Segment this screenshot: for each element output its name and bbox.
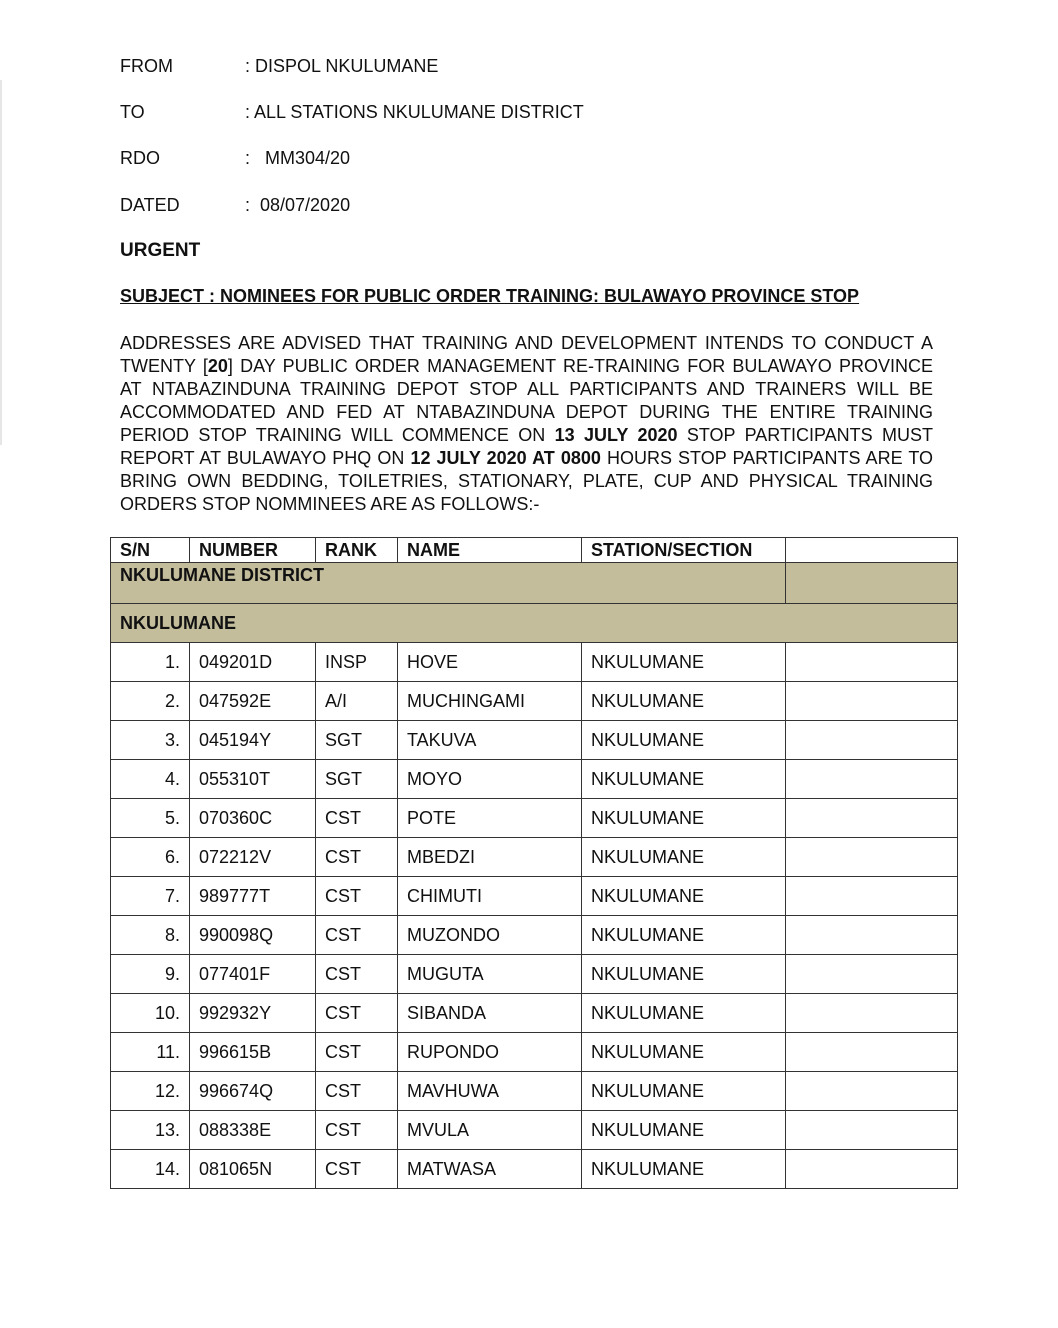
cell-number: 990098Q [190, 916, 316, 955]
cell-extra [786, 1111, 958, 1150]
cell-station: NKULUMANE [582, 1150, 786, 1189]
subject-line: SUBJECT : NOMINEES FOR PUBLIC ORDER TRAINING: BULAWAYO PROVINCE STOP [120, 286, 860, 306]
cell-number: 989777T [190, 877, 316, 916]
body-part-2: ] DAY PUBLIC ORDER MANAGEMENT RE-TRAINING FOR BULAWAYO PROVINCE AT NTABAZINDUNA TRAINING DEPOT STOP ALL PARTICIPANTS AND TRAINERS WILL BE ACCOMMODATED AND FED AT NTABAZINDUNA DEPOT DURING THE ENTIRE TRAINING PERIOD STOP TRAINING WILL COMMENCE ON [120, 356, 933, 445]
district-extra-cell [786, 563, 958, 604]
cell-extra [786, 1033, 958, 1072]
cell-name: MOYO [398, 760, 582, 799]
cell-extra [786, 760, 958, 799]
cell-number: 049201D [190, 643, 316, 682]
to-value: : ALL STATIONS NKULUMANE DISTRICT [245, 102, 584, 122]
cell-sn: 13. [111, 1111, 190, 1150]
cell-number: 055310T [190, 760, 316, 799]
cell-number: 045194Y [190, 721, 316, 760]
table-row [111, 994, 958, 1033]
body-paragraph [120, 332, 933, 516]
table-row [111, 1072, 958, 1111]
cell-sn: 14. [111, 1150, 190, 1189]
header-number: NUMBER [190, 538, 316, 563]
cell-number: 081065N [190, 1150, 316, 1189]
rdo-label: RDO [120, 148, 160, 168]
cell-name: MUGUTA [398, 955, 582, 994]
cell-name: MAVHUWA [398, 1072, 582, 1111]
cell-sn: 7. [111, 877, 190, 916]
cell-sn: 9. [111, 955, 190, 994]
cell-name: MATWASA [398, 1150, 582, 1189]
table-row [111, 916, 958, 955]
cell-name: MBEDZI [398, 838, 582, 877]
cell-sn: 6. [111, 838, 190, 877]
header-station: STATION/SECTION [582, 538, 786, 563]
rdo-value: : MM304/20 [245, 148, 351, 168]
cell-sn: 5. [111, 799, 190, 838]
from-label: FROM [120, 56, 173, 76]
cell-rank: CST [316, 799, 398, 838]
body-commence-date: 13 JULY 2020 [554, 425, 678, 445]
cell-sn: 11. [111, 1033, 190, 1072]
cell-rank: CST [316, 916, 398, 955]
cell-sn: 3. [111, 721, 190, 760]
body-part-1: ADDRESSES ARE ADVISED THAT TRAINING AND DEVELOPMENT INTENDS TO CONDUCT A TWENTY [ [120, 333, 933, 376]
urgent-heading: URGENT [120, 240, 201, 261]
table-row [111, 877, 958, 916]
station-group-row [111, 604, 958, 643]
table-row [111, 721, 958, 760]
cell-number: 077401F [190, 955, 316, 994]
cell-station: NKULUMANE [582, 1033, 786, 1072]
cell-name: HOVE [398, 643, 582, 682]
district-cell: NKULUMANE DISTRICT [111, 563, 786, 604]
cell-name: MUZONDO [398, 916, 582, 955]
cell-sn: 2. [111, 682, 190, 721]
cell-station: NKULUMANE [582, 643, 786, 682]
cell-sn: 12. [111, 1072, 190, 1111]
cell-extra [786, 643, 958, 682]
body-part-4: HOURS STOP PARTICIPANTS ARE TO BRING OWN BEDDING, TOILETRIES, STATIONARY, PLATE, CUP AND PHYSICAL TRAINING ORDERS STOP NOMMINEES ARE AS FOLLOWS:- [120, 448, 933, 514]
cell-name: MUCHINGAMI [398, 682, 582, 721]
table-row [111, 1033, 958, 1072]
cell-rank: CST [316, 1033, 398, 1072]
dated-value: : 08/07/2020 [245, 195, 351, 215]
cell-rank: CST [316, 1111, 398, 1150]
table-row [111, 955, 958, 994]
cell-station: NKULUMANE [582, 955, 786, 994]
cell-station: NKULUMANE [582, 1111, 786, 1150]
cell-rank: CST [316, 955, 398, 994]
cell-rank: CST [316, 877, 398, 916]
cell-station: NKULUMANE [582, 799, 786, 838]
cell-station: NKULUMANE [582, 760, 786, 799]
cell-name: POTE [398, 799, 582, 838]
cell-extra [786, 682, 958, 721]
header-extra [786, 538, 958, 563]
cell-sn: 8. [111, 916, 190, 955]
table-row [111, 838, 958, 877]
cell-number: 088338E [190, 1111, 316, 1150]
cell-rank: SGT [316, 721, 398, 760]
cell-number: 996674Q [190, 1072, 316, 1111]
cell-extra [786, 916, 958, 955]
cell-extra [786, 877, 958, 916]
cell-station: NKULUMANE [582, 994, 786, 1033]
body-report-date: 12 JULY 2020 AT 0800 [410, 448, 601, 468]
cell-station: NKULUMANE [582, 682, 786, 721]
cell-extra [786, 994, 958, 1033]
cell-number: 047592E [190, 682, 316, 721]
page-edge-shadow [0, 80, 2, 445]
header-name: NAME [398, 538, 582, 563]
table-header-row [111, 538, 958, 563]
cell-rank: CST [316, 838, 398, 877]
cell-station: NKULUMANE [582, 916, 786, 955]
table-row [111, 1150, 958, 1189]
cell-station: NKULUMANE [582, 877, 786, 916]
cell-station: NKULUMANE [582, 838, 786, 877]
cell-station: NKULUMANE [582, 721, 786, 760]
to-label: TO [120, 102, 145, 122]
cell-extra [786, 1150, 958, 1189]
cell-extra [786, 1072, 958, 1111]
cell-rank: INSP [316, 643, 398, 682]
cell-station: NKULUMANE [582, 1072, 786, 1111]
table-row [111, 643, 958, 682]
header-rank: RANK [316, 538, 398, 563]
body-days: 20 [207, 356, 228, 376]
cell-rank: SGT [316, 760, 398, 799]
table-row [111, 760, 958, 799]
cell-number: 072212V [190, 838, 316, 877]
cell-name: TAKUVA [398, 721, 582, 760]
cell-extra [786, 721, 958, 760]
cell-number: 992932Y [190, 994, 316, 1033]
station-group-cell: NKULUMANE [111, 604, 958, 643]
cell-rank: CST [316, 994, 398, 1033]
cell-extra [786, 955, 958, 994]
cell-number: 996615B [190, 1033, 316, 1072]
cell-name: RUPONDO [398, 1033, 582, 1072]
cell-extra [786, 799, 958, 838]
body-part-3: STOP PARTICIPANTS MUST REPORT AT BULAWAYO PHQ ON [120, 425, 933, 468]
cell-extra [786, 838, 958, 877]
header-sn: S/N [111, 538, 190, 563]
district-row [111, 563, 958, 604]
table-row [111, 799, 958, 838]
cell-number: 070360C [190, 799, 316, 838]
dated-label: DATED [120, 195, 180, 215]
cell-rank: A/I [316, 682, 398, 721]
nominees-table [110, 537, 958, 1189]
cell-name: CHIMUTI [398, 877, 582, 916]
cell-rank: CST [316, 1150, 398, 1189]
cell-name: SIBANDA [398, 994, 582, 1033]
cell-sn: 1. [111, 643, 190, 682]
cell-sn: 10. [111, 994, 190, 1033]
table-row [111, 1111, 958, 1150]
from-value: : DISPOL NKULUMANE [245, 56, 439, 76]
cell-rank: CST [316, 1072, 398, 1111]
cell-name: MVULA [398, 1111, 582, 1150]
table-row [111, 682, 958, 721]
cell-sn: 4. [111, 760, 190, 799]
